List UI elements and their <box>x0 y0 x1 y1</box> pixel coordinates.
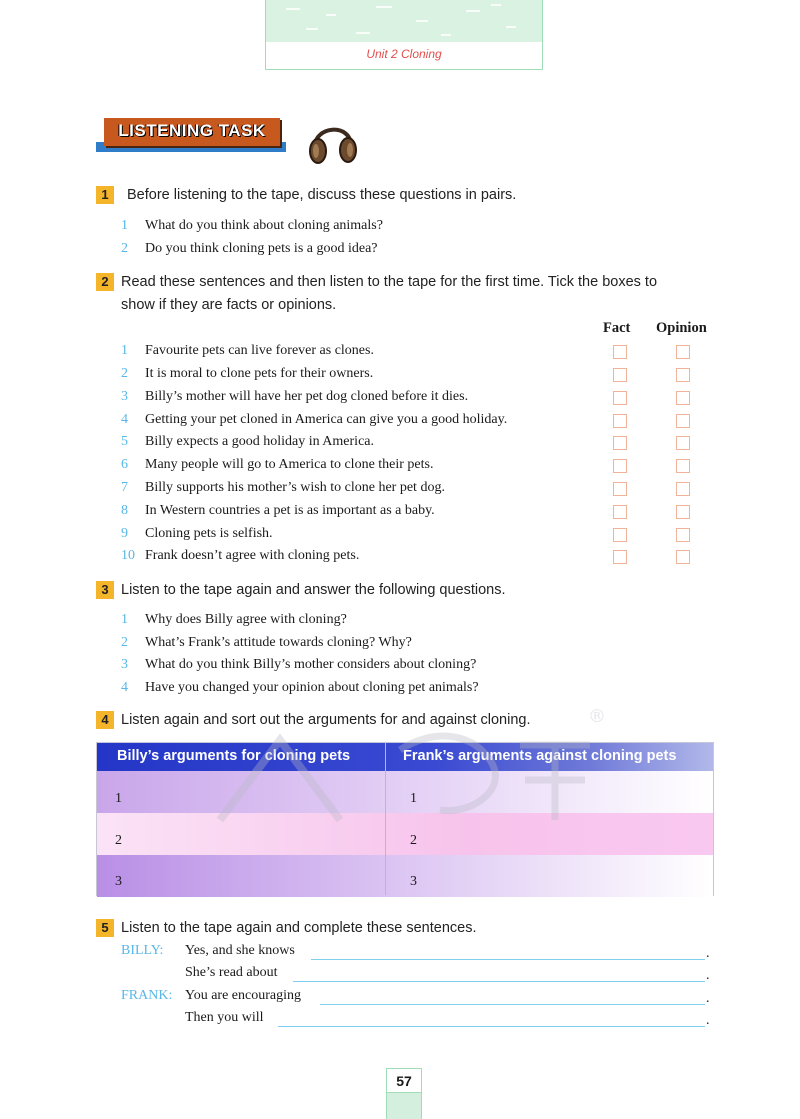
statement-row: 1 Favourite pets can live forever as clones. <box>121 343 374 358</box>
sentence-end: . <box>706 991 710 1006</box>
watermark-mark: ® <box>588 706 606 727</box>
fact-checkbox[interactable] <box>613 368 627 382</box>
section-title: LISTENING TASK <box>118 121 266 140</box>
against-column-header: Frank’s arguments against cloning pets <box>403 748 677 764</box>
task-2-instruction-line1: Read these sentences and then listen to the tape for the first time. Tick the boxes to <box>121 274 658 290</box>
fact-checkbox[interactable] <box>613 505 627 519</box>
task-3-question: 2 What’s Frank’s attitude towards cloning? Why? <box>121 635 412 650</box>
page-number-box <box>386 1068 422 1119</box>
dialogue-text: She’s read about <box>185 965 278 980</box>
fact-checkbox[interactable] <box>613 391 627 405</box>
fact-checkbox[interactable] <box>613 528 627 542</box>
opinion-checkbox[interactable] <box>676 436 690 450</box>
unit-header-pattern <box>266 0 542 42</box>
section-banner <box>96 116 286 154</box>
speaker-label: BILLY: <box>121 943 164 958</box>
opinion-checkbox[interactable] <box>676 391 690 405</box>
statement-row: 6 Many people will go to America to clone their pets. <box>121 457 434 472</box>
for-cell[interactable]: 1 <box>115 791 122 806</box>
task-1-question: 2 Do you think cloning pets is a good idea? <box>121 241 378 256</box>
against-cell[interactable]: 3 <box>410 874 417 889</box>
task-3-badge: 3 <box>96 581 114 599</box>
unit-header-tab <box>265 0 543 70</box>
fact-checkbox[interactable] <box>613 482 627 496</box>
for-cell[interactable]: 3 <box>115 874 122 889</box>
fact-checkbox[interactable] <box>613 459 627 473</box>
against-cell[interactable]: 2 <box>410 833 417 848</box>
table-row <box>97 855 713 897</box>
statement-row: 7 Billy supports his mother’s wish to clone her pet dog. <box>121 480 445 495</box>
task-5-badge: 5 <box>96 919 114 937</box>
opinion-checkbox[interactable] <box>676 345 690 359</box>
task-5-instruction: Listen to the tape again and complete these sentences. <box>121 920 477 936</box>
sentence-end: . <box>706 946 710 961</box>
statement-row: 3 Billy’s mother will have her pet dog cloned before it dies. <box>121 389 469 404</box>
opinion-checkbox[interactable] <box>676 550 690 564</box>
statement-row: 10 Frank doesn’t agree with cloning pets. <box>121 548 360 563</box>
speaker-label: FRANK: <box>121 988 173 1003</box>
fact-checkbox[interactable] <box>613 414 627 428</box>
statement-row: 9 Cloning pets is selfish. <box>121 526 273 541</box>
task-3-question: 3 What do you think Billy’s mother considers about cloning? <box>121 657 477 672</box>
fact-checkbox[interactable] <box>613 436 627 450</box>
watermark-graphic <box>190 720 610 830</box>
dialogue-text: You are encouraging <box>185 988 301 1003</box>
task-1-badge: 1 <box>96 186 114 204</box>
dialogue-text: Yes, and she knows <box>185 943 295 958</box>
task-2-instruction-line2: show if they are facts or opinions. <box>121 297 337 313</box>
statement-row: 2 It is moral to clone pets for their owners. <box>121 366 374 381</box>
answer-blank[interactable] <box>311 959 705 960</box>
answer-blank[interactable] <box>320 1004 705 1005</box>
headphones-icon <box>305 118 361 166</box>
opinion-checkbox[interactable] <box>676 368 690 382</box>
fact-checkbox[interactable] <box>613 345 627 359</box>
page-number: 57 <box>396 1073 412 1089</box>
statement-row: 8 In Western countries a pet is as important as a baby. <box>121 503 435 518</box>
task-2-badge: 2 <box>96 273 114 291</box>
unit-label: Unit 2 Cloning <box>366 47 442 61</box>
task-1-question: 1 What do you think about cloning animals? <box>121 218 383 233</box>
opinion-checkbox[interactable] <box>676 505 690 519</box>
opinion-checkbox[interactable] <box>676 414 690 428</box>
task-4-badge: 4 <box>96 711 114 729</box>
for-cell[interactable]: 2 <box>115 833 122 848</box>
statement-row: 4 Getting your pet cloned in America can give you a good holiday. <box>121 412 508 427</box>
sentence-end: . <box>706 1013 710 1028</box>
answer-blank[interactable] <box>278 1026 705 1027</box>
for-column-header: Billy’s arguments for cloning pets <box>117 748 351 764</box>
opinion-checkbox[interactable] <box>676 482 690 496</box>
task-1-instruction: Before listening to the tape, discuss these questions in pairs. <box>127 187 517 203</box>
task-3-instruction: Listen to the tape again and answer the following questions. <box>121 582 506 598</box>
statement-row: 5 Billy expects a good holiday in America. <box>121 434 375 449</box>
fact-column-header: Fact <box>603 320 631 336</box>
opinion-checkbox[interactable] <box>676 459 690 473</box>
task-3-question: 4 Have you changed your opinion about cloning pet animals? <box>121 680 479 695</box>
opinion-checkbox[interactable] <box>676 528 690 542</box>
against-cell[interactable]: 1 <box>410 791 417 806</box>
sentence-end: . <box>706 968 710 983</box>
fact-checkbox[interactable] <box>613 550 627 564</box>
dialogue-text: Then you will <box>185 1010 264 1025</box>
answer-blank[interactable] <box>293 981 705 982</box>
task-3-question: 1 Why does Billy agree with cloning? <box>121 612 347 627</box>
opinion-column-header: Opinion <box>656 320 707 336</box>
task-4-instruction: Listen again and sort out the arguments for and against cloning. <box>121 712 531 728</box>
